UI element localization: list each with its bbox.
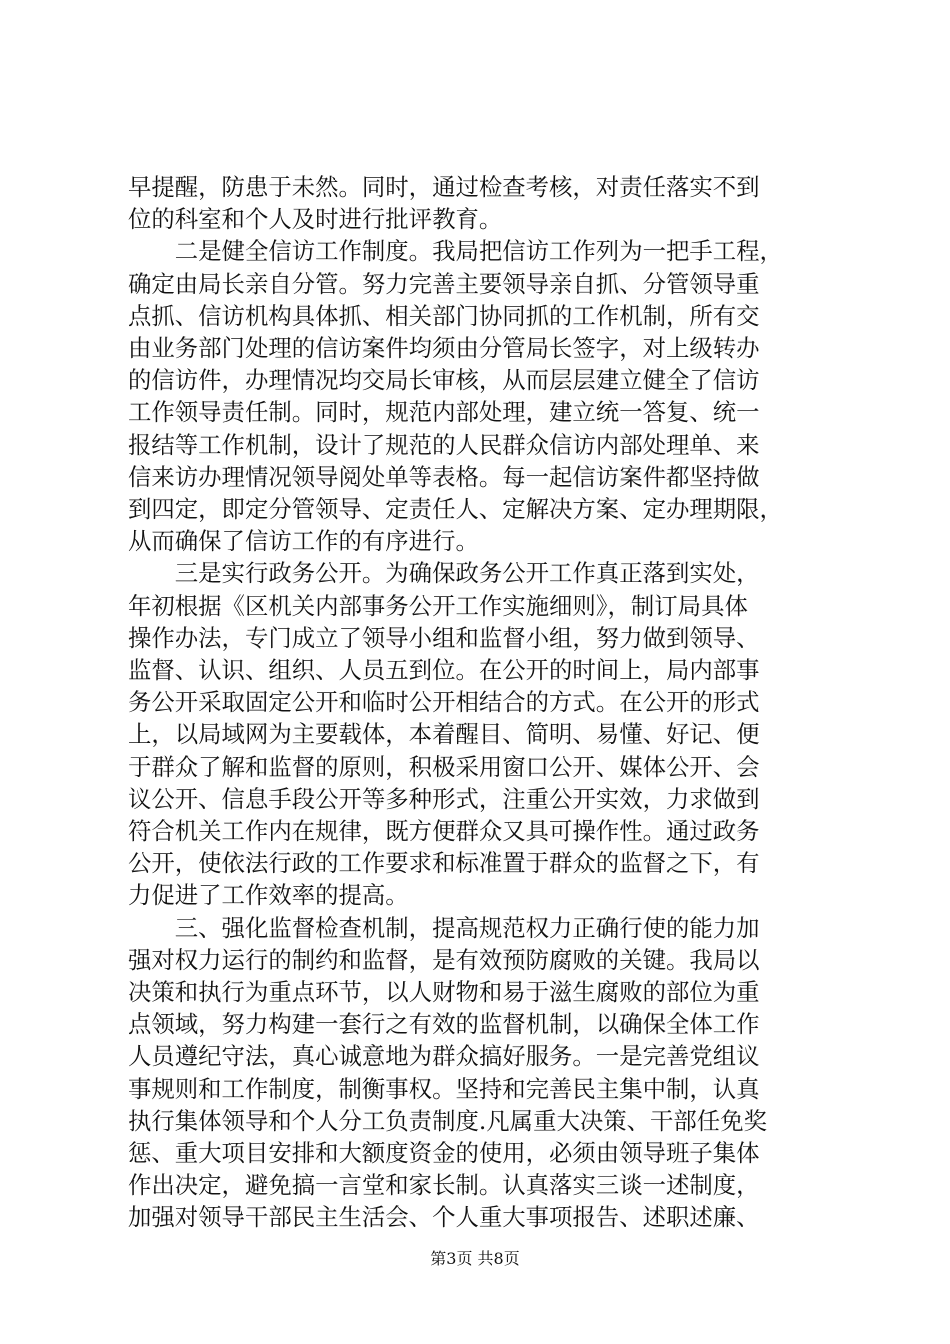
body-text-line: 务公开采取固定公开和临时公开相结合的方式。在公开的形式 — [128, 688, 760, 717]
body-text-line: 确定由局长亲自分管。努力完善主要领导亲自抓、分管领导重 — [128, 269, 760, 298]
body-text-line: 监督、认识、组织、人员五到位。在公开的时间上，局内部事 — [128, 656, 760, 684]
body-text-line: 从而确保了信访工作的有序进行。 — [128, 527, 479, 556]
body-text-line: 到四定，即定分管领导、定责任人、定解决方案、定办理期限， — [128, 495, 783, 523]
body-text-line: 加强对领导干部民主生活会、个人重大事项报告、述职述廉、 — [128, 1203, 760, 1232]
body-text-line: 工作领导责任制。同时，规范内部处理，建立统一答复、统一 — [128, 398, 760, 427]
body-text-line: 信来访办理情况领导阅处单等表格。每一起信访案件都坚持做 — [128, 462, 760, 491]
body-text-line: 点领域，努力构建一套行之有效的监督机制，以确保全体工作 — [128, 1010, 760, 1039]
body-text-line: 惩、重大项目安排和大额度资金的使用，必须由领导班子集体 — [128, 1139, 760, 1167]
body-text-line: 力促进了工作效率的提高。 — [128, 881, 409, 910]
body-text-line: 报结等工作机制，设计了规范的人民群众信访内部处理单、来 — [128, 430, 760, 459]
body-text-line: 操作办法，专门成立了领导小组和监督小组，努力做到领导、 — [128, 623, 760, 652]
body-text-line: 强对权力运行的制约和监督，是有效预防腐败的关键。我局以 — [128, 945, 760, 974]
body-text-line: 于群众了解和监督的原则，积极采用窗口公开、媒体公开、会 — [128, 752, 760, 781]
body-text-line: 位的科室和个人及时进行批评教育。 — [128, 205, 503, 234]
body-text-line: 决策和执行为重点环节，以人财物和易于滋生腐败的部位为重 — [128, 978, 760, 1006]
body-text-line: 作出决定，避免搞一言堂和家长制。认真落实三谈一述制度， — [128, 1171, 760, 1200]
body-text-line: 三是实行政务公开。为确保政务公开工作真正落到实处， — [128, 559, 760, 588]
body-text-line: 年初根据《区机关内部事务公开工作实施细则》，制订局具体 — [128, 591, 748, 620]
body-text-line: 上，以局域网为主要载体，本着醒目、简明、易懂、好记、便 — [128, 720, 760, 749]
body-text-line: 由业务部门处理的信访案件均须由分管局长签字，对上级转办 — [128, 334, 760, 362]
page-number-footer: 第3页 共8页 — [430, 1249, 520, 1268]
body-text-line: 执行集体领导和个人分工负责制度.凡属重大决策、干部任免奖 — [128, 1106, 767, 1135]
body-text-line: 三、强化监督检查机制，提高规范权力正确行使的能力加 — [128, 913, 760, 942]
body-text-line: 人员遵纪守法，真心诚意地为群众搞好服务。一是完善党组议 — [128, 1042, 760, 1071]
body-text-line: 公开，使依法行政的工作要求和标准置于群众的监督之下，有 — [128, 849, 760, 878]
body-text-line: 早提醒，防患于未然。同时，通过检查考核，对责任落实不到 — [128, 173, 760, 201]
body-text-line: 事规则和工作制度，制衡事权。坚持和完善民主集中制，认真 — [128, 1074, 760, 1103]
body-text-line: 二是健全信访工作制度。我局把信访工作列为一把手工程， — [128, 237, 783, 266]
body-text-line: 议公开、信息手段公开等多种形式，注重公开实效，力求做到 — [128, 784, 760, 813]
body-text-line: 的信访件，办理情况均交局长审核，从而层层建立健全了信访 — [128, 366, 760, 395]
body-text-line: 点抓、信访机构具体抓、相关部门协同抓的工作机制，所有交 — [128, 301, 760, 330]
body-text-line: 符合机关工作内在规律，既方便群众又具可操作性。通过政务 — [128, 817, 760, 845]
